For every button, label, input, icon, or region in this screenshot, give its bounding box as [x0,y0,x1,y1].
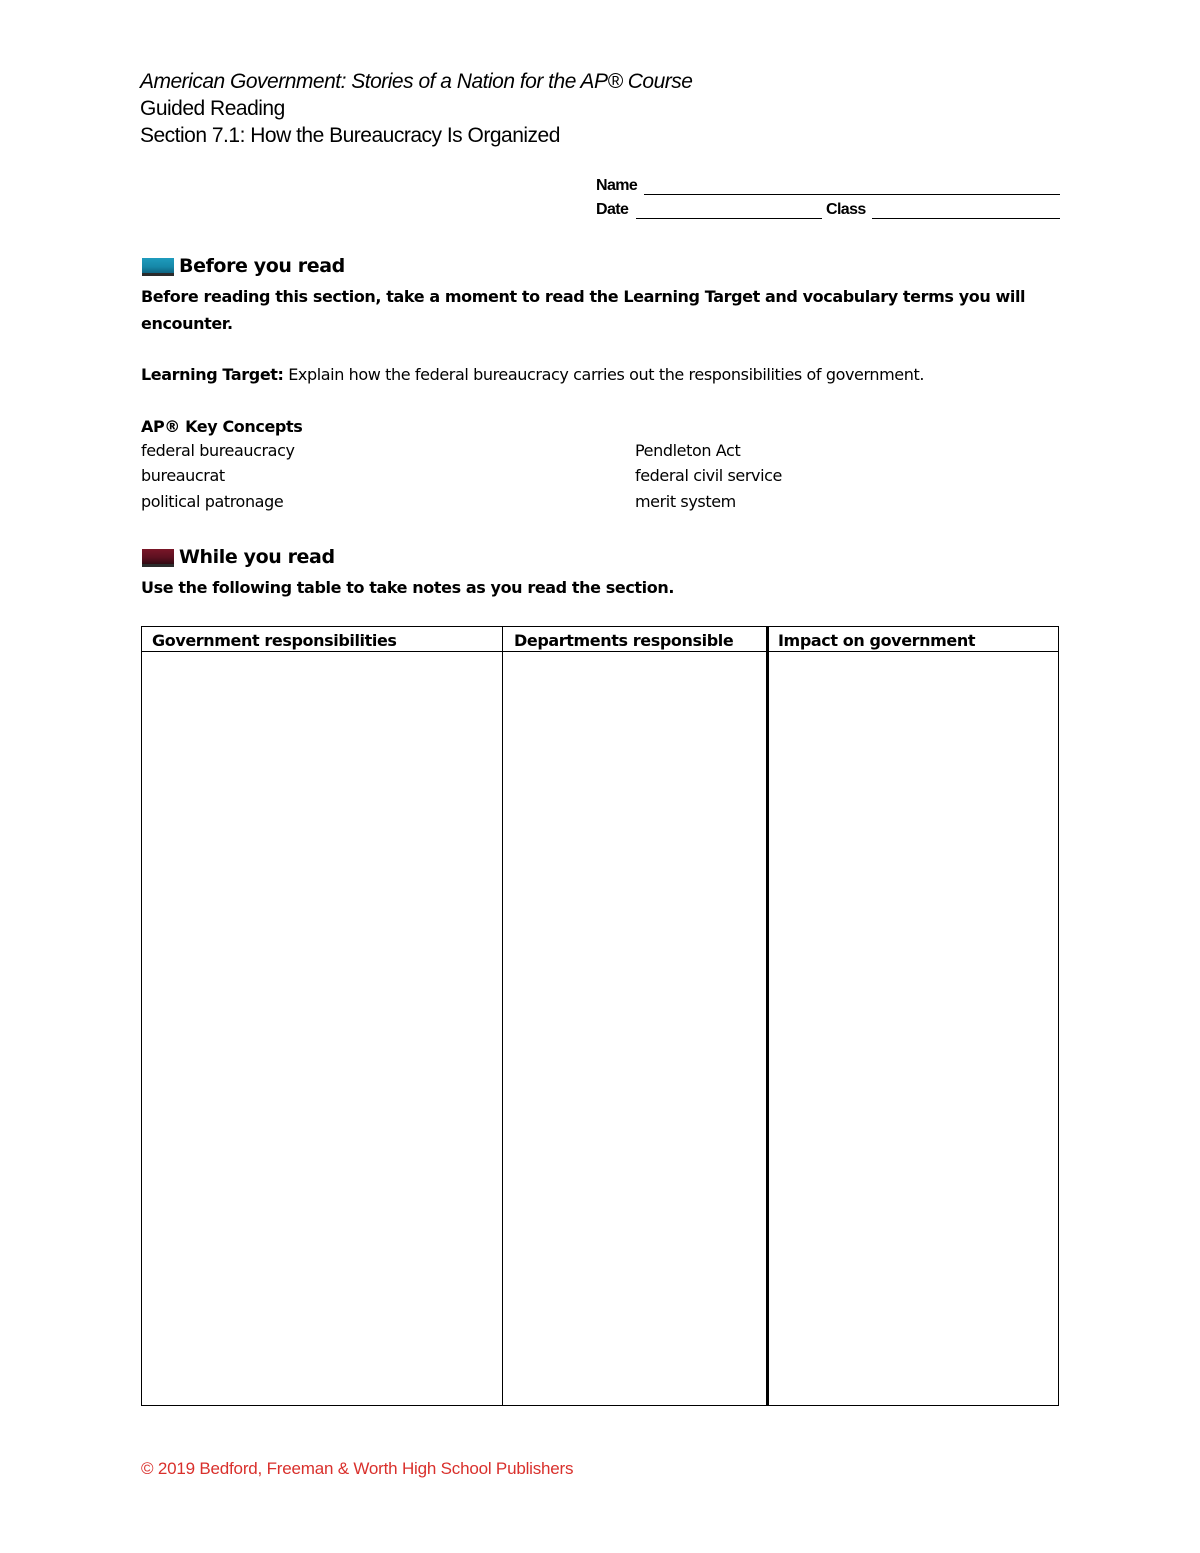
learning-target-label: Learning Target: [141,365,284,384]
concept-term: merit system [635,492,736,511]
key-concepts-title: AP® Key Concepts [141,417,303,436]
flag-icon [142,549,174,565]
date-label: Date [596,201,629,218]
concept-term: federal bureaucracy [141,441,295,460]
before-you-read-title: Before you read [179,255,345,277]
copyright-footer: © 2019 Bedford, Freeman & Worth High School Publishers [141,1459,574,1478]
concept-term: federal civil service [635,466,782,485]
student-info-fields [596,176,1060,224]
name-label: Name [596,177,638,194]
notes-table [141,626,1059,1406]
notes-cell-departments[interactable] [504,653,766,1405]
concept-term: Pendleton Act [635,441,741,460]
before-you-read-instructions: Before reading this section, take a moment to read the Learning Target and vocabulary terms you will encounter. [141,287,1026,333]
column-header-impact: Impact on government [778,631,976,650]
while-you-read-heading [142,543,335,571]
class-field[interactable] [872,218,1060,219]
flag-icon [142,258,174,274]
while-you-read-title: While you read [179,546,335,568]
learning-target-text: Explain how the federal bureaucracy carries out the responsibilities of government. [283,365,925,384]
date-field[interactable] [636,218,822,219]
document-type: Guided Reading [140,97,285,120]
name-field[interactable] [644,194,1060,195]
book-title: American Government: Stories of a Nation for the AP® Course [140,70,693,93]
class-label: Class [826,201,866,218]
notes-cell-impact[interactable] [769,653,1058,1405]
notes-cell-responsibilities[interactable] [142,653,502,1405]
learning-target [141,361,1061,388]
section-title: Section 7.1: How the Bureaucracy Is Organized [140,124,560,147]
name-field-row [596,176,1060,200]
column-header-departments: Departments responsible [514,631,734,650]
concept-term: bureaucrat [141,466,225,485]
date-class-field-row [596,200,1060,224]
before-you-read-heading [142,252,345,280]
column-divider [502,627,503,1405]
column-header-responsibilities: Government responsibilities [152,631,397,650]
concept-term: political patronage [141,492,284,511]
header-divider [142,651,1058,652]
while-you-read-instructions: Use the following table to take notes as you read the section. [141,578,675,597]
